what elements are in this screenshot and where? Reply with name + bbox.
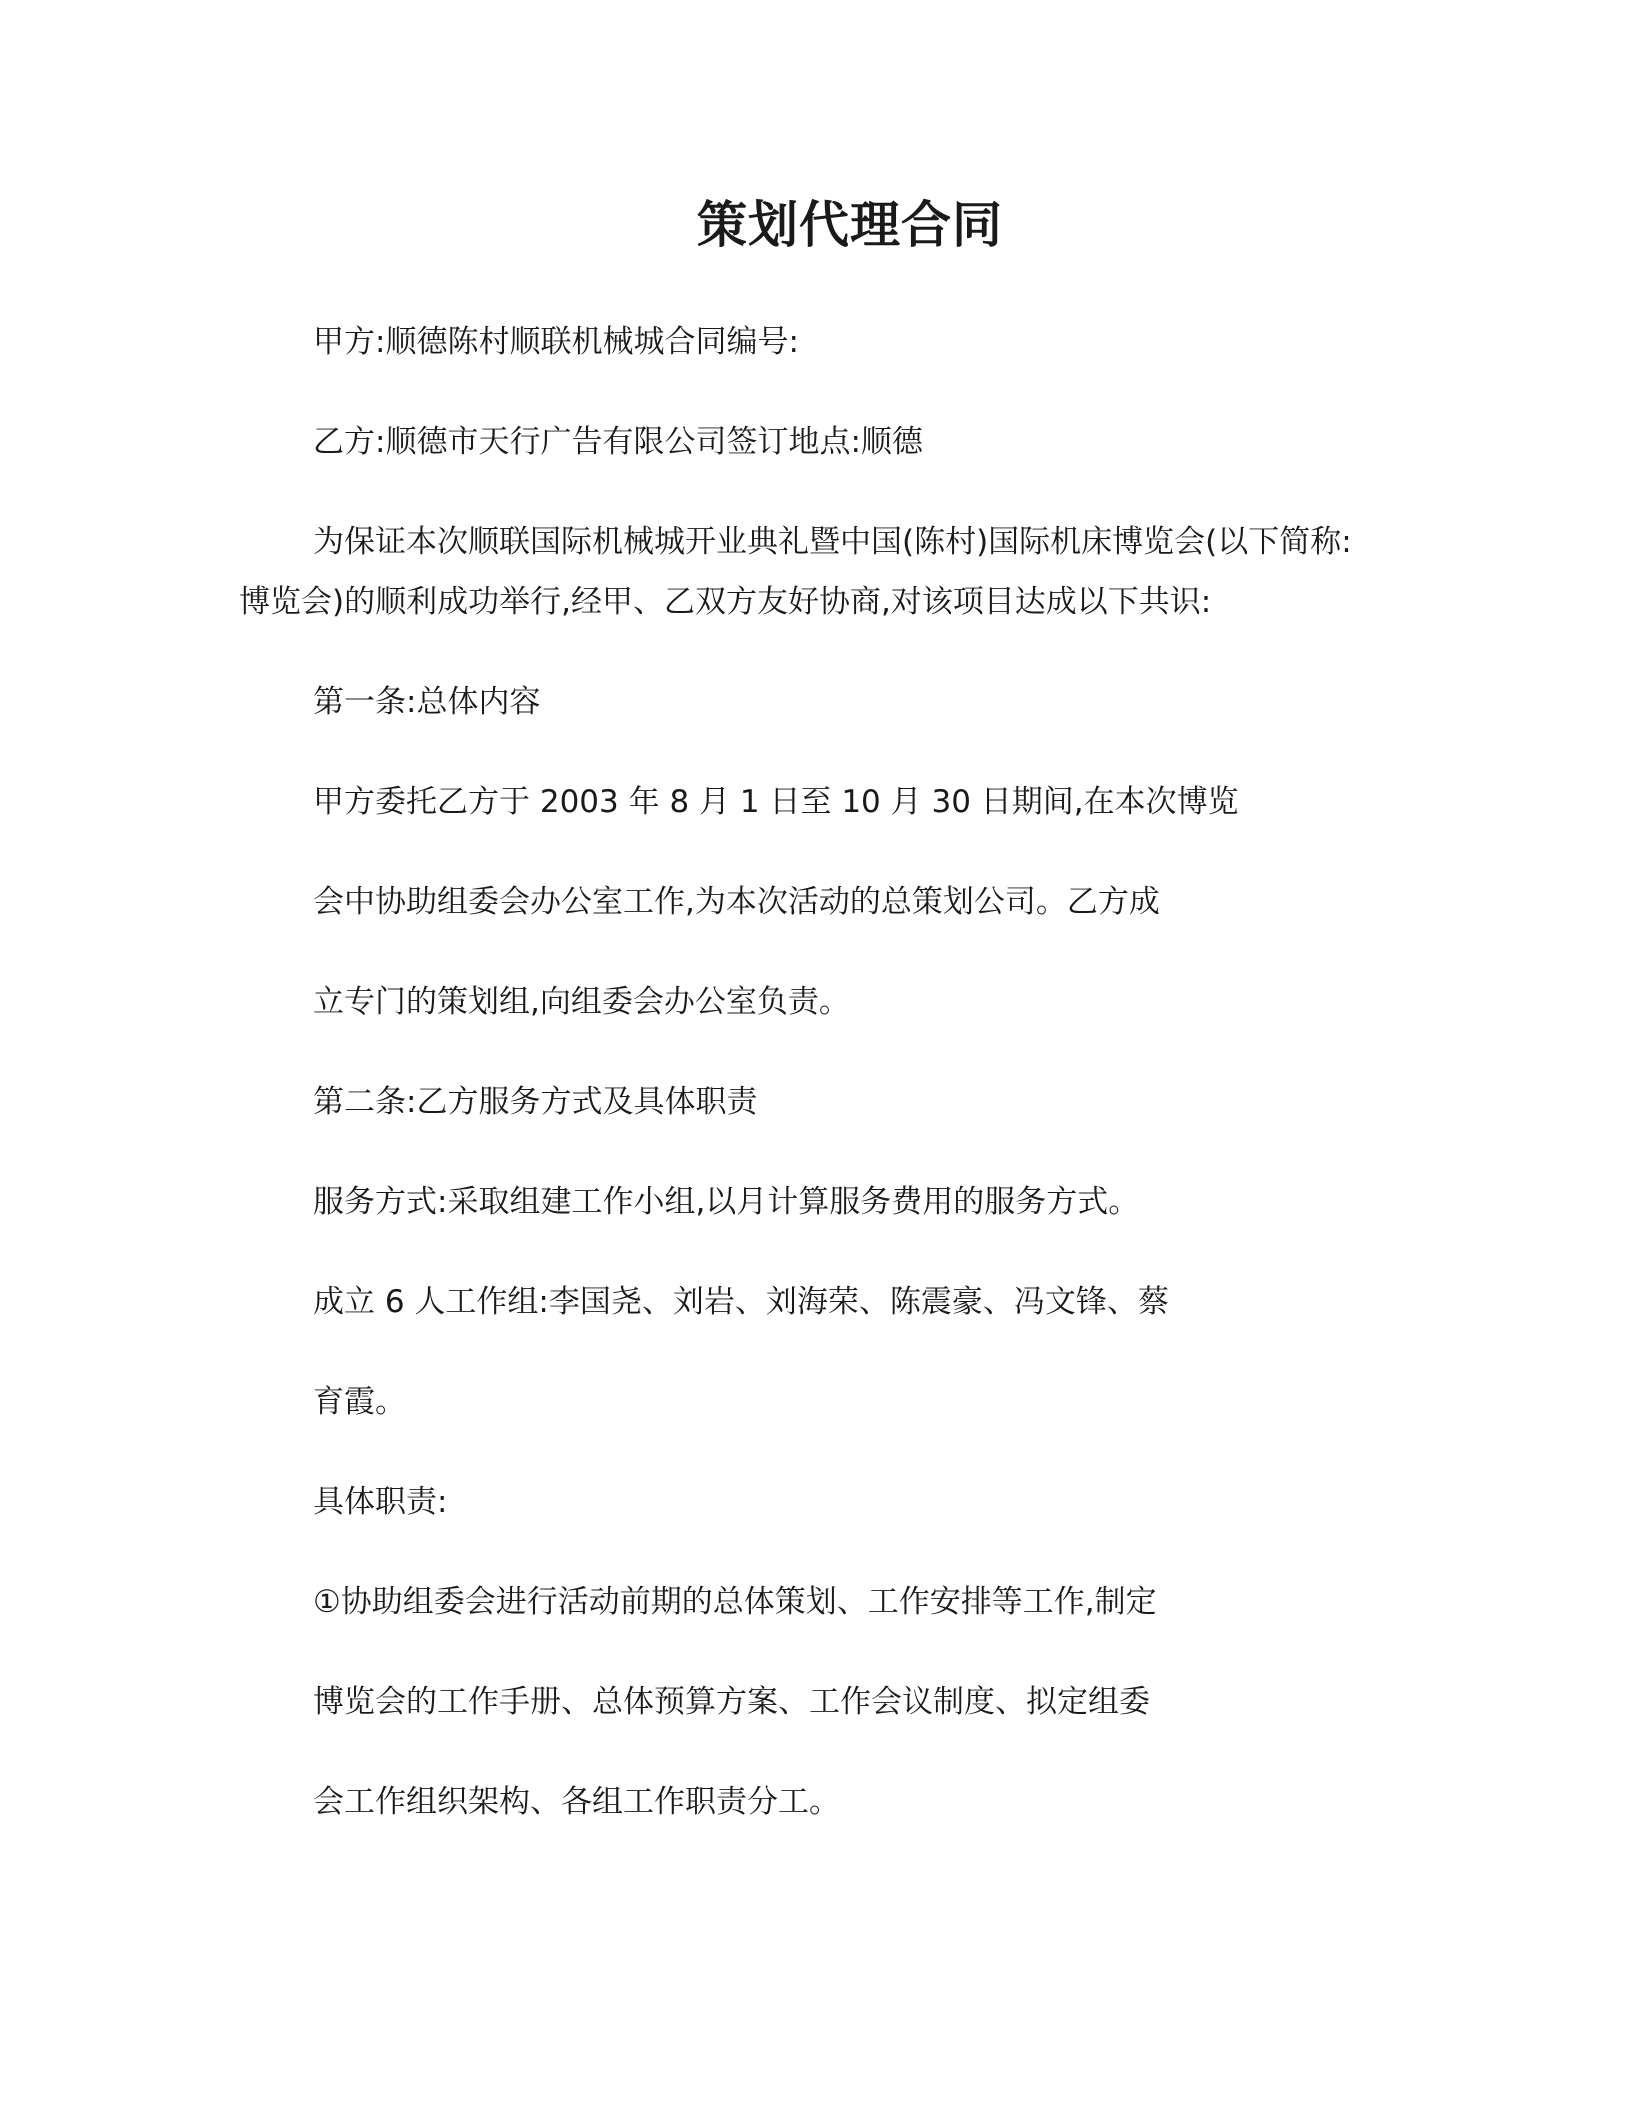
article-1-text-line-2: 会中协助组委会办公室工作,为本次活动的总策划公司。乙方成 [313,884,1160,920]
article-2-heading: 第二条:乙方服务方式及具体职责 [313,1084,758,1120]
party-b-line: 乙方:顺德市天行广告有限公司签订地点:顺德 [313,424,923,460]
duty-1-line-3: 会工作组织架构、各组工作职责分工。 [313,1784,840,1820]
duties-heading: 具体职责: [313,1484,448,1520]
document-title: 策划代理合同 [697,196,1003,254]
preamble-line-2: 博览会)的顺利成功举行,经甲、乙双方友好协商,对该项目达成以下共识: [239,584,1212,620]
duty-1-line-1: ①协助组委会进行活动前期的总体策划、工作安排等工作,制定 [313,1584,1157,1620]
party-a-line: 甲方:顺德陈村顺联机械城合同编号: [313,324,799,360]
team-members-line-1: 成立 6 人工作组:李国尧、刘岩、刘海荣、陈震豪、冯文锋、蔡 [313,1284,1169,1320]
article-1-text-line-1: 甲方委托乙方于 2003 年 8 月 1 日至 10 月 30 日期间,在本次博览 [313,784,1239,820]
article-1-text-line-3: 立专门的策划组,向组委会办公室负责。 [313,984,850,1020]
duty-1-line-2: 博览会的工作手册、总体预算方案、工作会议制度、拟定组委 [313,1684,1150,1720]
service-mode-line: 服务方式:采取组建工作小组,以月计算服务费用的服务方式。 [313,1184,1140,1220]
article-1-heading: 第一条:总体内容 [313,684,541,720]
preamble-line-1: 为保证本次顺联国际机械城开业典礼暨中国(陈村)国际机床博览会(以下简称: [313,524,1352,560]
team-members-line-2: 育霞。 [313,1384,406,1420]
